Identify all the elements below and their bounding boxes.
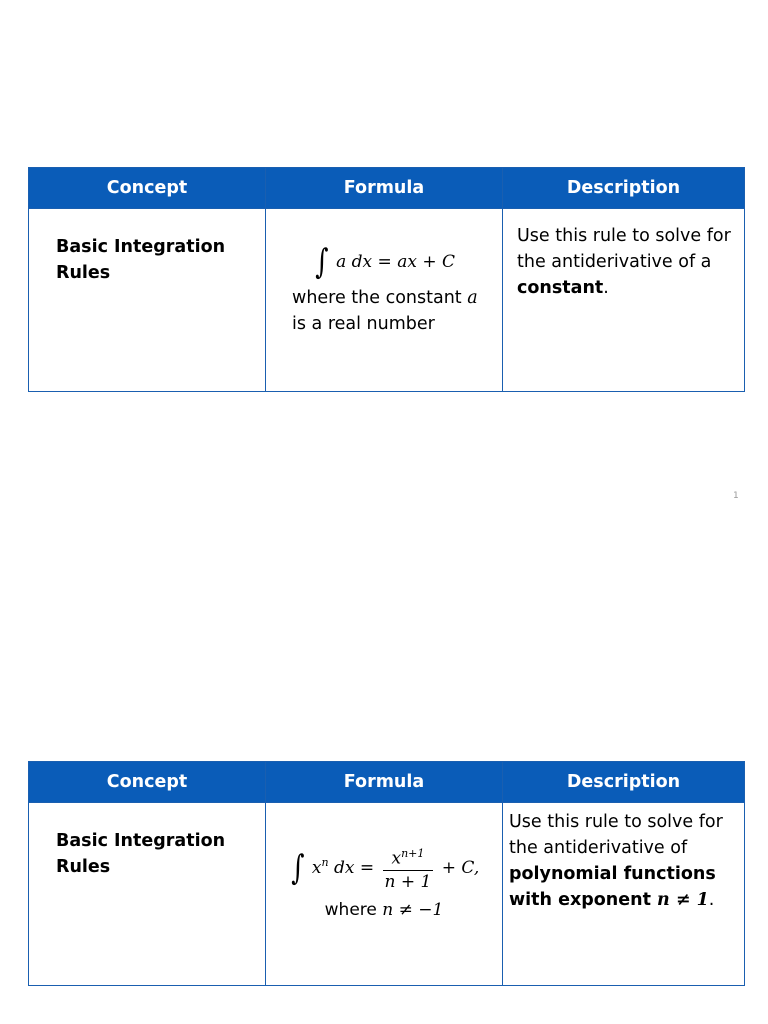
header-formula: Formula	[266, 168, 503, 209]
concept-cell	[29, 803, 266, 986]
integration-rule-table-constant	[28, 167, 745, 392]
formula-base: x	[311, 857, 322, 878]
header-concept: Concept	[29, 168, 266, 209]
page-number: 1	[733, 491, 739, 501]
numerator-exponent: n+1	[401, 847, 425, 860]
description-bold-math: n ≠ 1	[657, 890, 709, 910]
formula-equation	[266, 803, 502, 893]
concept-text: Basic Integration Rules	[56, 237, 226, 283]
description-prefix: Use this rule to solve for the antiderivative of a	[517, 226, 731, 272]
formula-result: ax + C	[397, 252, 455, 272]
table-header-row	[29, 168, 745, 209]
description-bold: polynomial functions with exponent	[509, 864, 716, 910]
formula-equals: =	[377, 252, 392, 272]
table-header-row	[29, 762, 745, 803]
formula-equation	[266, 209, 502, 282]
header-concept: Concept	[29, 762, 266, 803]
formula-tail: + C,	[441, 857, 480, 878]
fraction-numerator	[383, 843, 434, 871]
header-description: Description	[503, 168, 745, 209]
description-suffix: .	[603, 278, 609, 298]
description-bold: constant	[517, 278, 604, 298]
formula-fraction	[383, 843, 434, 893]
where-math: n ≠ −1	[382, 899, 444, 920]
formula-dx: dx	[333, 857, 355, 878]
header-formula: Formula	[266, 762, 503, 803]
formula-cell	[266, 209, 503, 392]
integration-rule-table-power	[28, 761, 745, 986]
integral-sign-icon: ∫	[290, 847, 305, 888]
description-suffix: .	[708, 890, 715, 910]
table-row	[29, 209, 745, 392]
formula-condition	[266, 893, 502, 923]
fraction-denominator: n + 1	[384, 871, 432, 892]
note-suffix: is a real number	[292, 314, 435, 334]
description-text	[503, 803, 744, 913]
description-text	[503, 209, 744, 301]
formula-integrand: a dx	[336, 252, 373, 272]
description-cell	[503, 803, 745, 986]
concept-text: Basic Integration Rules	[56, 831, 226, 877]
header-description: Description	[503, 762, 745, 803]
formula-exponent: n	[321, 856, 329, 870]
description-prefix: Use this rule to solve for the antiderivative of	[509, 812, 723, 858]
description-cell	[503, 209, 745, 392]
integral-sign-icon: ∫	[315, 242, 329, 282]
concept-cell	[29, 209, 266, 392]
formula-cell	[266, 803, 503, 986]
where-label: where	[324, 899, 383, 920]
table-row	[29, 803, 745, 986]
numerator-base: x	[391, 848, 402, 869]
formula-equals: =	[359, 857, 375, 878]
formula-note	[266, 275, 502, 337]
note-variable: a	[467, 288, 478, 308]
note-prefix: where the constant	[292, 288, 468, 308]
